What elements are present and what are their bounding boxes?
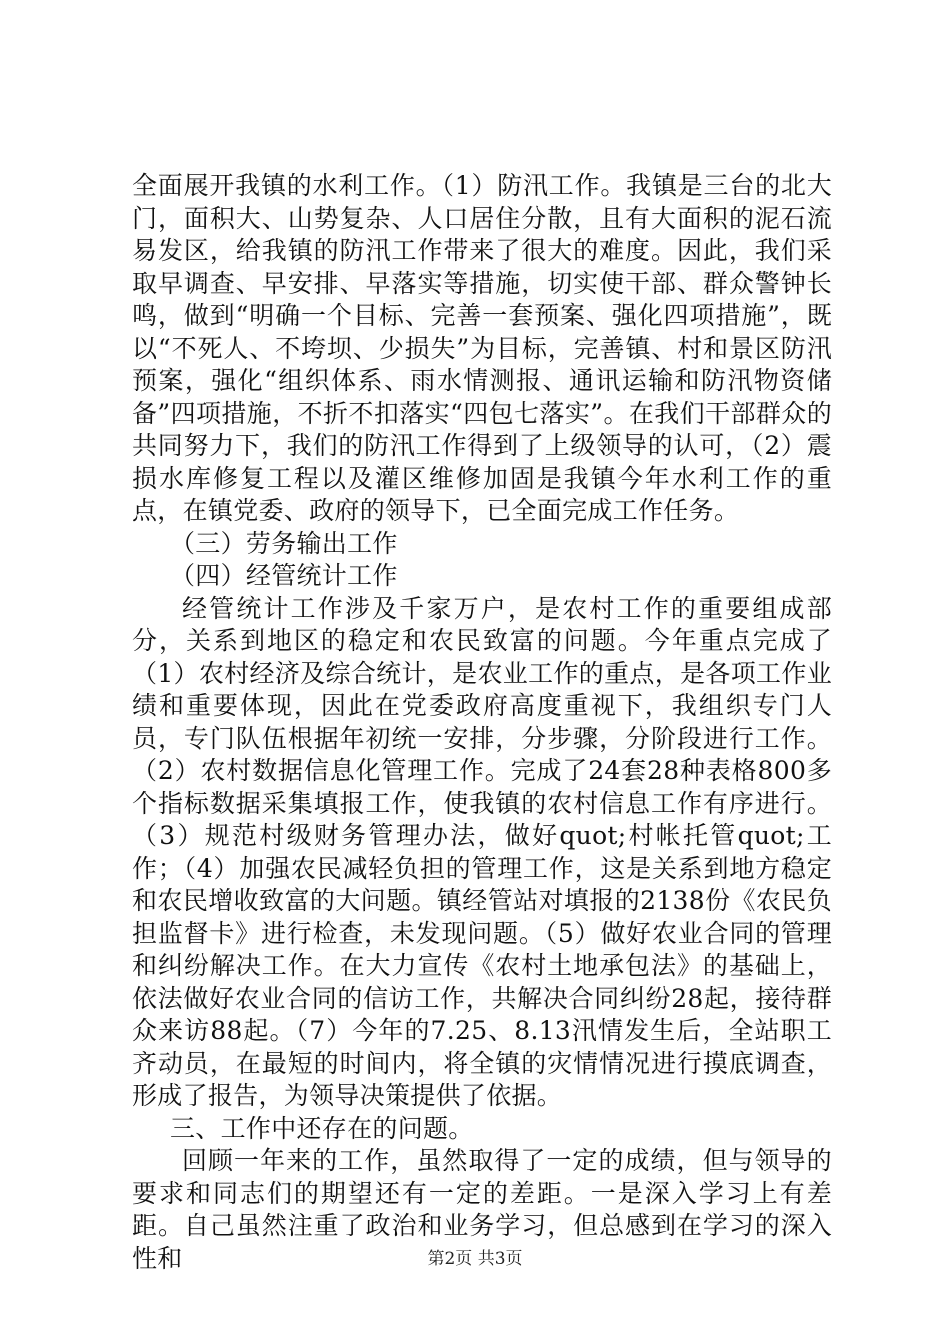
heading-management-statistics: （四）经管统计工作	[170, 561, 398, 590]
heading-existing-problems: 三、工作中还存在的问题。	[170, 1113, 474, 1143]
paragraph-management-statistics: 经管统计工作涉及千家万户，是农村工作的重要组成部分，关系到地区的稳定和农民致富的问题。今年重点完成了（1）农村经济及综合统计，是农业工作的重点，是各项工作业绩和重要体现，因此在党委政府高度重视下，我组织专门人员，专门队伍根据年初统一安排，分步骤，分阶段进行工作。（2）农村数据信息化管理工作。完成了24套28种表格800多个指标数据采集填报工作，使我镇的农村信息工作有序进行。（3）规范村级财务管理办法，做好quot;村帐托管quot;工作；（4）加强农民减轻负担的管理工作，这是关系到地方稳定和农民增收致富的大问题。镇经管站对填报的2138份《农民负担监督卡》进行检查，未发现问题。（5）做好农业合同的管理和纠纷解决工作。在大力宣传《农村土地承包法》的基础上，依法做好农业合同的信访工作，共解决合同纠纷28起，接待群众来访88起。（7）今年的7.25、8.13汛情发生后，全站职工齐动员，在最短的时间内，将全镇的灾情情况进行摸底调查，形成了报告，为领导决策提供了依据。	[132, 593, 832, 1110]
page-footer: 第2页 共3页	[427, 1249, 523, 1269]
document-body	[132, 170, 832, 1275]
heading-labor-export: （三）劳务输出工作	[170, 528, 398, 558]
paragraph-water-conservancy: 全面展开我镇的水利工作。（1）防汛工作。我镇是三台的北大门，面积大、山势复杂、人口居住分散，且有大面积的泥石流易发区，给我镇的防汛工作带来了很大的难度。因此，我们采取早调查、早安排、早落实等措施，切实使干部、群众警钟长鸣，做到“明确一个目标、完善一套预案、强化四项措施”，既以“不死人、不垮坝、少损失”为目标，完善镇、村和景区防汛预案，强化“组织体系、雨水情测报、通讯运输和防汛物资储备”四项措施，不折不扣落实“四包七落实”。在我们干部群众的共同努力下，我们的防汛工作得到了上级领导的认可，（2）震损水库修复工程以及灌区维修加固是我镇今年水利工作的重点，在镇党委、政府的领导下，已全面完成工作任务。	[132, 171, 832, 525]
paragraph-review: 回顾一年来的工作，虽然取得了一定的成绩，但与领导的要求和同志们的期望还有一定的差距。一是深入学习上有差距。自己虽然注重了政治和业务学习，但总感到在学习的深入性和	[132, 1146, 832, 1273]
